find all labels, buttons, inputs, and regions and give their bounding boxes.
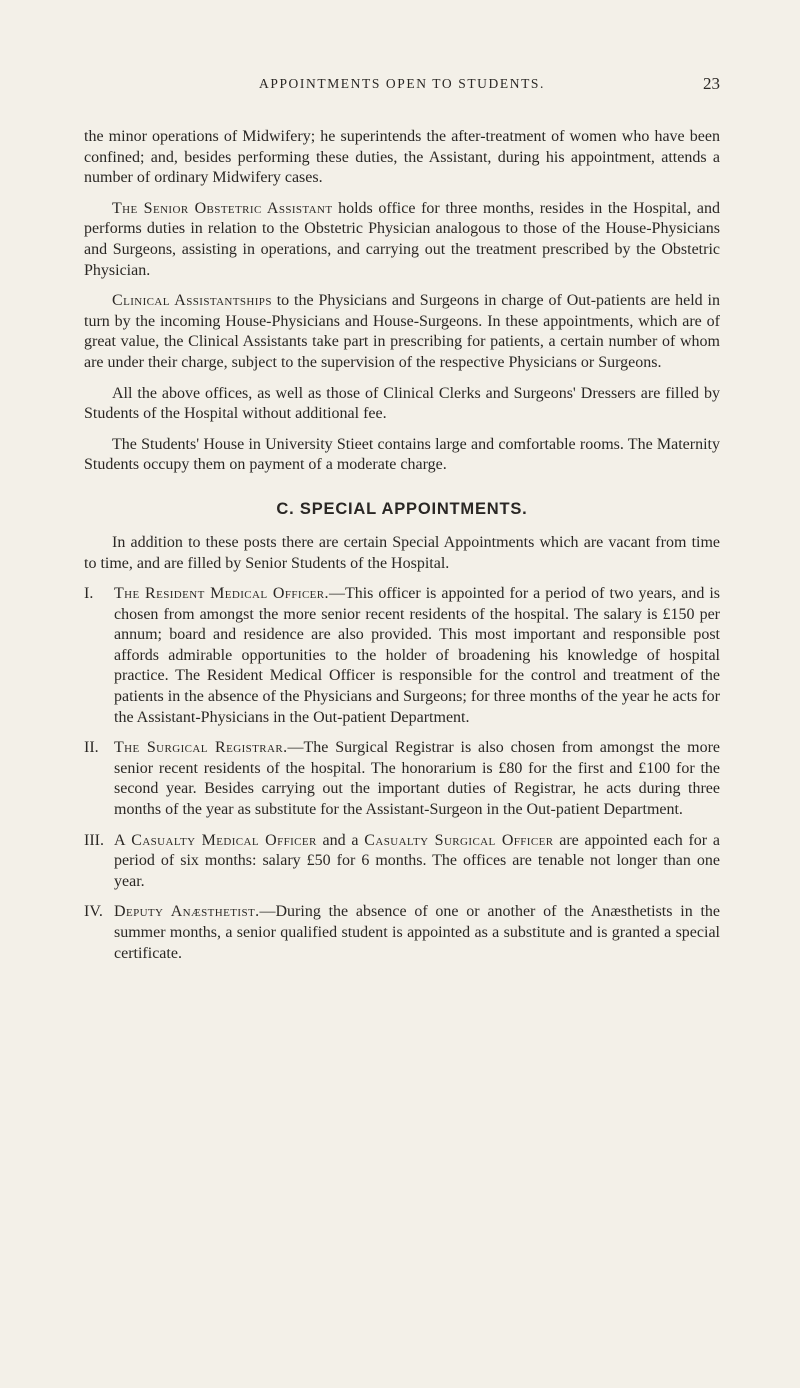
- paragraph-text: The Students' House in University Stieet contains large and comfortable rooms. The Maternity Students occupy them on payment of a moderate charge.: [84, 435, 720, 474]
- paragraph-lead: The Senior Obstetric Assistant: [112, 199, 333, 217]
- paragraph-lead: Clinical Assistantships: [112, 292, 272, 310]
- item-body: [114, 584, 720, 728]
- item-body: [114, 738, 720, 820]
- item-lead: A Casualty Medical Officer: [114, 831, 317, 849]
- paragraph-text: to the Physicians and Surgeons in charge of Out-patients are held in turn by the incoming House-Physicians and House-Surgeons. In these appointments, which are of great value, the Clinical Assistants take part in prescribing for patients, a certain number of whom are under their charge, subject to the supervision of the respective Physicians or Surgeons.: [84, 292, 720, 371]
- appointment-item-resident-medical-officer: [84, 584, 720, 728]
- item-lead: The Surgical Registrar.: [114, 739, 288, 757]
- item-text: are appointed each for a period of six months: salary £50 for 6 months. The offices are tenable not longer than one year.: [114, 831, 721, 890]
- paragraph-midwifery-continued: [84, 127, 720, 189]
- item-body: [114, 902, 720, 964]
- section-heading: C. SPECIAL APPOINTMENTS.: [276, 499, 528, 518]
- section-intro: [84, 533, 720, 574]
- item-text: —This officer is appointed for a period of two years, and is chosen from amongst the more senior recent residents of the hospital. The salary is £150 per annum; board and residence are also provided. This most important and responsible post affords admirable opportunities to the holder of broadening his knowledge of hospital practice. The Resident Medical Officer is responsible for the control and treatment of the patients in the absence of the Physicians and Surgeons; for three months of the year he acts for the Assistant-Physicians in the Out-patient Department.: [114, 585, 720, 726]
- item-body: [114, 831, 720, 893]
- appointment-item-surgical-registrar: [84, 738, 720, 820]
- item-connector: and a: [316, 831, 365, 849]
- page-number: 23: [703, 74, 720, 93]
- running-head: [84, 74, 720, 94]
- section-intro-text: In addition to these posts there are certain Special Appointments which are vacant from time to time, and are filled by Senior Students of the Hospital.: [84, 533, 720, 572]
- running-head-title: APPOINTMENTS OPEN TO STUDENTS.: [258, 76, 546, 91]
- item-number: II.: [84, 739, 99, 757]
- appointment-item-casualty-officers: [84, 831, 720, 893]
- item-lead: Deputy Anæsthetist.: [114, 903, 260, 921]
- paragraph-students-house: [84, 435, 720, 476]
- paragraph-text: the minor operations of Midwifery; he superintends the after-treatment of women who have been confined; and, besides performing these duties, the Assistant, during his appointment, attends a number of ordinary Midwifery cases.: [84, 128, 720, 187]
- item-number: I.: [84, 585, 94, 603]
- item-lead-second: Casualty Surgical Officer: [364, 831, 554, 849]
- appointment-item-deputy-anaesthetist: [84, 902, 720, 964]
- item-text: —The Surgical Registrar is also chosen from amongst the more senior recent residents of the hospital. The honorarium is £80 for the first and £100 for the second year. Besides carrying out the important duties of Registrar, he acts during three months of the year as substitute for the Assistant-Surgeon in the Out-patient Department.: [114, 739, 720, 819]
- paragraph-senior-obstetric-assistant: [84, 199, 720, 281]
- item-number: IV.: [84, 903, 103, 921]
- paragraph-offices-filled: [84, 384, 720, 425]
- paragraph-clinical-assistantships: [84, 291, 720, 373]
- item-text: —During the absence of one or another of the Anæsthetists in the summer months, a senior qualified student is appointed as a substitute and is granted a special certificate.: [114, 903, 721, 962]
- paragraph-text: All the above offices, as well as those of Clinical Clerks and Surgeons' Dressers are filled by Students of the Hospital without additional fee.: [84, 384, 720, 423]
- item-number: III.: [84, 831, 104, 849]
- item-lead: The Resident Medical Officer.: [114, 585, 329, 603]
- paragraph-text: holds office for three months, resides in the Hospital, and performs duties in relation to the Obstetric Physician analogous to those of the House-Physicians and Surgeons, assisting in operations, and carrying out the treatment prescribed by the Obstetric Physician.: [84, 199, 720, 279]
